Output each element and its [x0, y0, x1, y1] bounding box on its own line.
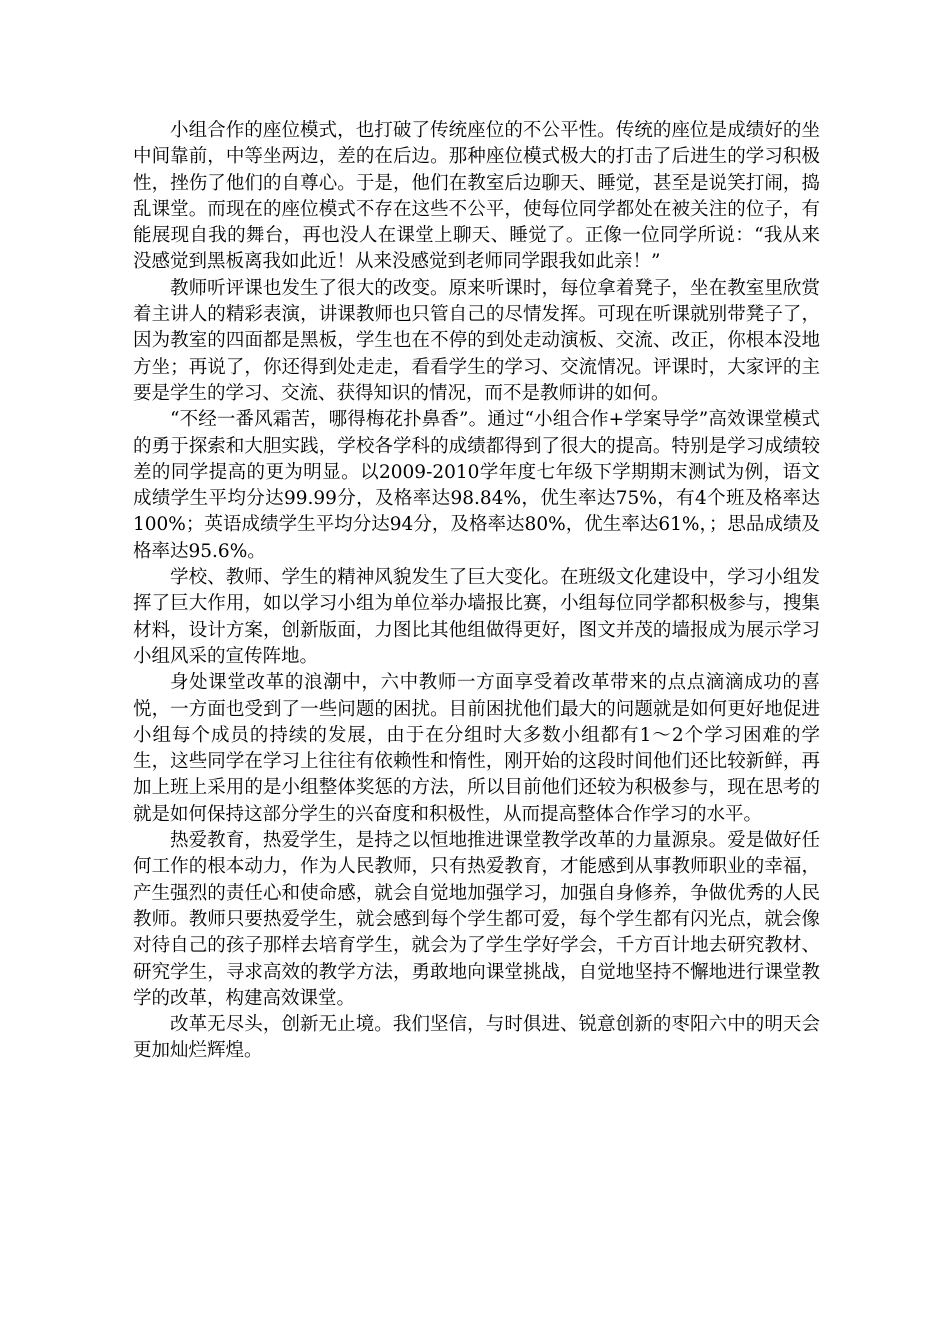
- paragraph-love-of-education: 热爱教育，热爱学生，是持之以恒地推进课堂教学改革的力量源泉。爱是做好任何工作的根本动力，作为人民教师，只有热爱教育，才能感到从事教师职业的幸福，产生强烈的责任心和使命感，就会自觉地加强学习，加强自身修养，争做优秀的人民教师。教师只要热爱学生，就会感到每个学生都可爱，每个学生都有闪光点，就会像对待自己的孩子那样去培育学生，就会为了学生学好学会，千方百计地去研究教材、研究学生，寻求高效的教学方法，勇敢地向课堂挑战，自觉地坚持不懈地进行课堂教学的改革，构建高效课堂。: [133, 830, 820, 1009]
- document-body: [133, 118, 820, 1065]
- paragraph-lesson-evaluation: 教师听评课也发生了很大的改变。原来听课时，每位拿着凳子，坐在教室里欣赏着主讲人的精彩表演，讲课教师也只管自己的尽情发挥。可现在听课就别带凳子了，因为教室的四面都是黑板，学生也在不停的到处走动演板、交流、改正，你根本没地方坐；再说了，你还得到处走走，看看学生的学习、交流情况。评课时，大家评的主要是学生的学习、交流、获得知识的情况，而不是教师讲的如何。: [133, 277, 820, 404]
- paragraph-seating-model: 小组合作的座位模式，也打破了传统座位的不公平性。传统的座位是成绩好的坐中间靠前，中等坐两边，差的在后边。那种座位模式极大的打击了后进生的学习积极性，挫伤了他们的自尊心。于是，他们在教室后边聊天、睡觉，甚至是说笑打闹，捣乱课堂。而现在的座位模式不存在这些不公平，使每位同学都处在被关注的位子，有能展现自我的舞台，再也没人在课堂上聊天、睡觉了。正像一位同学所说：“我从来没感觉到黑板离我如此近！从来没感觉到老师同学跟我如此亲！”: [133, 120, 820, 273]
- paragraph-school-spirit: 学校、教师、学生的精神风貌发生了巨大变化。在班级文化建设中，学习小组发挥了巨大作用，如以学习小组为单位举办墙报比赛，小组每位同学都积极参与，搜集材料，设计方案，创新版面，力图比其他组做得更好，图文并茂的墙报成为展示学习小组风采的宣传阵地。: [133, 567, 820, 667]
- paragraph-challenges: 身处课堂改革的浪潮中，六中教师一方面享受着改革带来的点点滴滴成功的喜悦，一方面也受到了一些问题的困扰。目前困扰他们最大的问题就是如何更好地促进小组每个成员的持续的发展，由于在分组时大多数小组都有1～2个学习困难的学生，这些同学在学习上往往有依赖性和惰性，刚开始的这段时间他们还比较新鲜，再加上班上采用的是小组整体奖惩的方法，所以目前他们还较为积极参与，现在思考的就是如何保持这部分学生的兴奋度和积极性，从而提高整体合作学习的水平。: [133, 672, 820, 825]
- paragraph-conclusion: 改革无尽头，创新无止境。我们坚信，与时俱进、锐意创新的枣阳六中的明天会更加灿烂辉煌。: [133, 1014, 820, 1062]
- paragraph-results: “不经一番风霜苦，哪得梅花扑鼻香”。通过“小组合作+学案导学”高效课堂模式的勇于探索和大胆实践，学校各学科的成绩都得到了很大的提高。特别是学习成绩较差的同学提高的更为明显。以2009-2010学年度七年级下学期期末测试为例，语文成绩学生平均分达99.99分，及格率达98.84%，优生率达75%，有4个班及格率达100%；英语成绩学生平均分达94分，及格率达80%，优生率达61%，；思品成绩及格率达95.6%。: [133, 409, 820, 562]
